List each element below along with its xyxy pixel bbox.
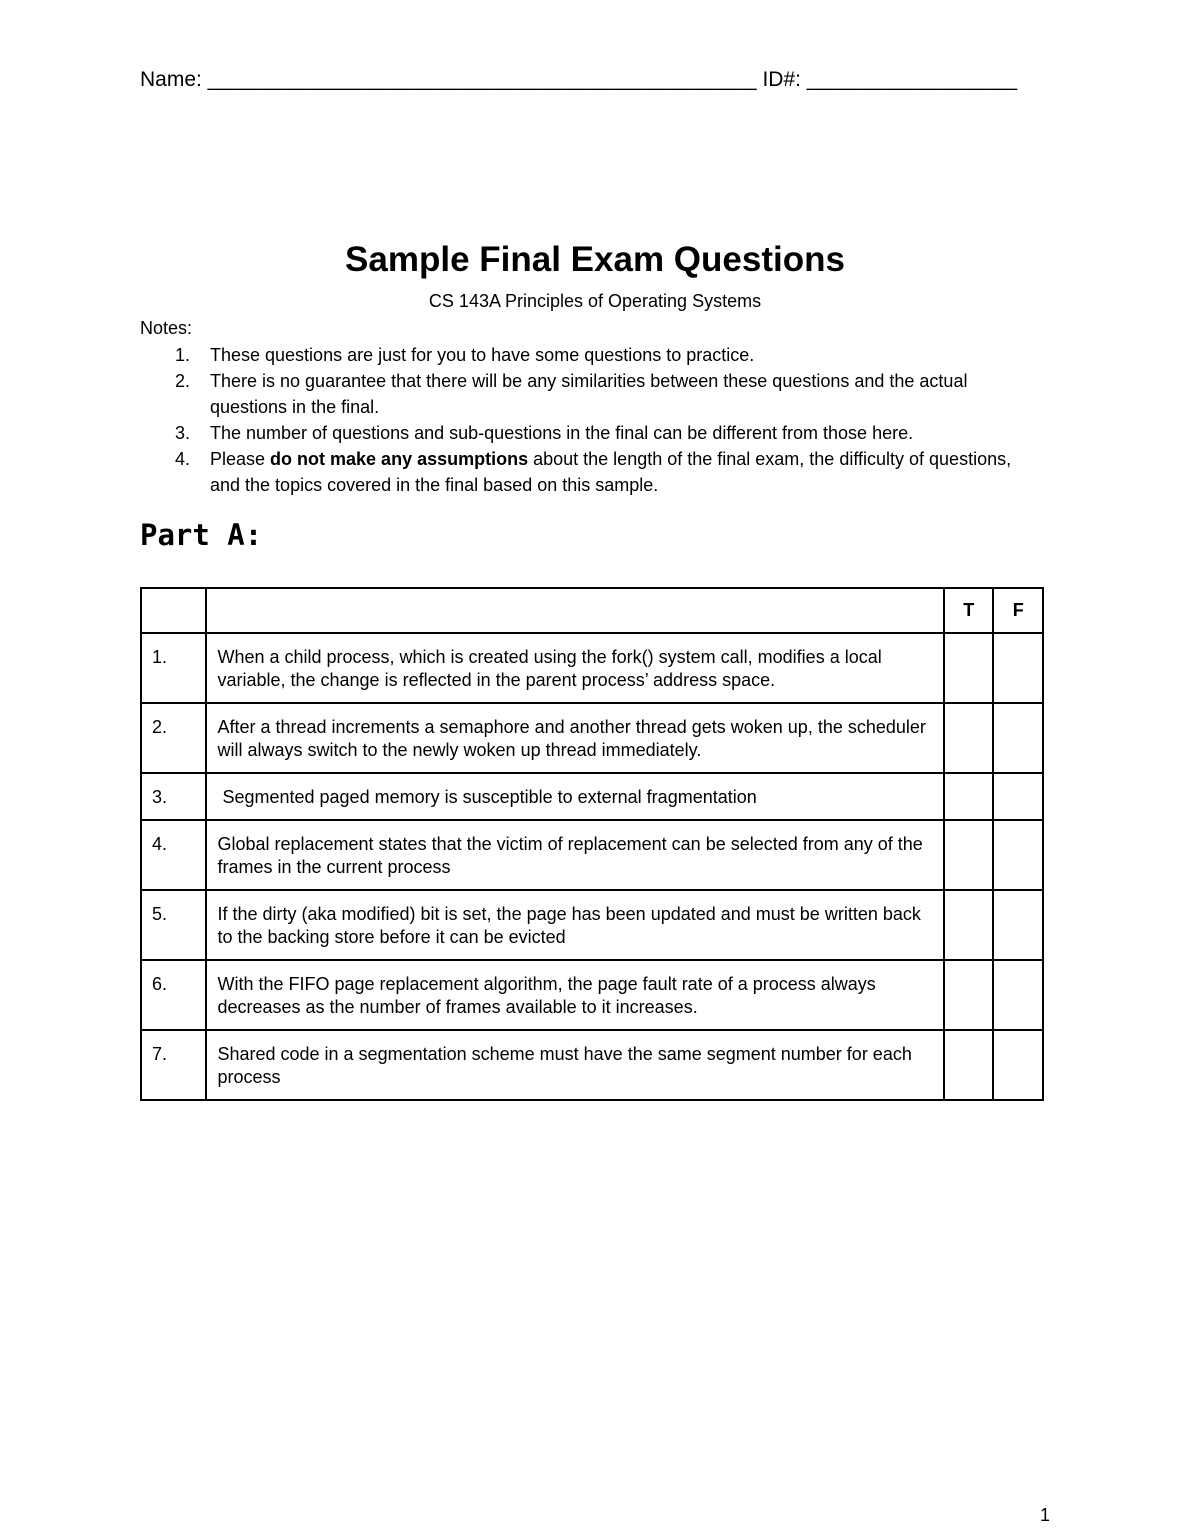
false-answer-box[interactable] (993, 1030, 1043, 1100)
table-row (141, 1030, 1043, 1100)
note-text: These questions are just for you to have some questions to practice. (210, 345, 755, 365)
note-number: 3. (175, 423, 191, 443)
name-id-line (140, 68, 1017, 92)
header-question-cell (206, 588, 944, 633)
table-row (141, 820, 1043, 890)
question-text: If the dirty (aka modified) bit is set, the page has been updated and must be written back to the backing store before it can be evicted (206, 890, 944, 960)
table-row (141, 773, 1043, 820)
question-number: 5. (141, 890, 206, 960)
question-number: 1. (141, 633, 206, 703)
true-answer-box[interactable] (944, 890, 993, 960)
false-answer-box[interactable] (993, 890, 1043, 960)
true-answer-box[interactable] (944, 773, 993, 820)
question-number: 3. (141, 773, 206, 820)
true-answer-box[interactable] (944, 633, 993, 703)
note-number: 4. (175, 449, 191, 469)
question-number: 6. (141, 960, 206, 1030)
true-answer-box[interactable] (944, 703, 993, 773)
note-number: 1. (175, 345, 191, 365)
false-answer-box[interactable] (993, 703, 1043, 773)
name-field-label: Name: _______________________________________________ (140, 68, 757, 91)
question-text: After a thread increments a semaphore and another thread gets woken up, the scheduler will always switch to the newly woken up thread immediately. (206, 703, 944, 773)
question-text: Shared code in a segmentation scheme must have the same segment number for each process (206, 1030, 944, 1100)
true-answer-box[interactable] (944, 960, 993, 1030)
question-text: Segmented paged memory is susceptible to external fragmentation (206, 773, 944, 820)
header-true-cell: T (944, 588, 993, 633)
note-item (140, 420, 1040, 446)
question-text: With the FIFO page replacement algorithm, the page fault rate of a process always decreases as the number of frames available to it increases. (206, 960, 944, 1030)
question-text: When a child process, which is created using the fork() system call, modifies a local variable, the change is reflected in the parent process’ address space. (206, 633, 944, 703)
page-number: 1 (1039, 1505, 1050, 1525)
true-answer-box[interactable] (944, 820, 993, 890)
notes-label: Notes: (140, 318, 193, 338)
question-number: 2. (141, 703, 206, 773)
part-a-heading: Part A: (140, 518, 263, 552)
false-answer-box[interactable] (993, 633, 1043, 703)
table-header-row (141, 588, 1043, 633)
table-row (141, 890, 1043, 960)
header-num-cell (141, 588, 206, 633)
header-false-cell: F (993, 588, 1043, 633)
question-number: 4. (141, 820, 206, 890)
note-text: The number of questions and sub-questions in the final can be different from those here. (210, 423, 914, 443)
false-answer-box[interactable] (993, 773, 1043, 820)
note-text-pre: Please (210, 449, 271, 469)
note-number: 2. (175, 371, 191, 391)
question-number: 7. (141, 1030, 206, 1100)
table-row (141, 633, 1043, 703)
question-text: Global replacement states that the victim of replacement can be selected from any of the frames in the current process (206, 820, 944, 890)
course-subtitle: CS 143A Principles of Operating Systems (428, 291, 762, 311)
notes-list (140, 342, 1040, 498)
note-text: There is no guarantee that there will be any similarities between these questions and the actual questions in the final. (210, 371, 968, 417)
page-title: Sample Final Exam Questions (345, 240, 845, 279)
true-answer-box[interactable] (944, 1030, 993, 1100)
true-false-table (140, 587, 1044, 1101)
note-item (140, 342, 1040, 368)
table-row (141, 703, 1043, 773)
table-row (141, 960, 1043, 1030)
note-text-post: about the length of the final exam, the difficulty of questions, and the topics covered in the final based on this sample. (210, 449, 1012, 495)
note-text-bold: do not make any assumptions (270, 449, 529, 469)
note-item (140, 368, 1040, 420)
id-field-label: ID#: __________________ (762, 68, 1018, 91)
note-item (140, 446, 1040, 498)
false-answer-box[interactable] (993, 820, 1043, 890)
false-answer-box[interactable] (993, 960, 1043, 1030)
